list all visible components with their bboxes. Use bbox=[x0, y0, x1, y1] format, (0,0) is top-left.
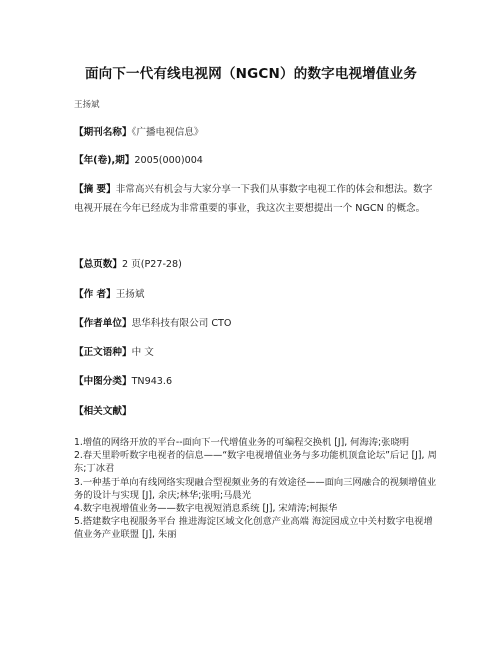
field-value: 2 页(P27-28) bbox=[121, 259, 182, 270]
reference-item[interactable]: 3.一种基于单向有线网络实现融合型视频业务的有效途径——面向三网融合的视频增值业务的设计与实现 [J], 余庆;林华;张明;马晨光 bbox=[74, 476, 437, 501]
reference-item[interactable]: 4.数字电视增值业务——数字电视短消息系统 [J], 宋靖涛;柯振华 bbox=[74, 503, 338, 515]
reference-item[interactable]: 1.增值的网络开放的平台--面向下一代增值业务的可编程交换机 [J], 何海涛;张晓明 bbox=[74, 437, 410, 448]
field-language bbox=[74, 344, 436, 362]
field-affiliation bbox=[74, 315, 436, 333]
reference-item[interactable]: 2.春天里聆听数字电视者的信息——“数字电视增值业务与多功能机顶盒论坛”后记 [J], 周东;丁冰君 bbox=[74, 450, 437, 475]
document-title: 面向下一代有线电视网（NGCN）的数字电视增值业务 bbox=[84, 66, 418, 82]
field-label: 【作者单位】 bbox=[74, 318, 132, 329]
reference-item[interactable]: 5.搭建数字电视服务平台 推进海淀区域文化创意产业高端 海淀园成立中关村数字电视增值业务产业联盟 [J], 朱丽 bbox=[74, 516, 433, 541]
field-year-volume bbox=[74, 152, 436, 170]
field-related-literature bbox=[74, 403, 436, 421]
field-classification bbox=[74, 373, 436, 391]
field-label: 【正文语种】 bbox=[74, 347, 132, 358]
field-abstract bbox=[74, 181, 436, 218]
field-label: 【总页数】 bbox=[74, 259, 122, 270]
reference-list bbox=[74, 436, 440, 542]
field-label: 【摘 要】 bbox=[74, 184, 116, 195]
field-pages bbox=[74, 256, 436, 274]
field-value: TN943.6 bbox=[131, 376, 173, 387]
field-label: 【期刊名称】 bbox=[74, 127, 132, 138]
author-name: 王扬斌 bbox=[74, 100, 100, 110]
field-journal bbox=[74, 124, 436, 142]
field-value: 《广播电视信息》 bbox=[131, 127, 204, 138]
field-value: 中 文 bbox=[131, 347, 154, 358]
field-label: 【中图分类】 bbox=[74, 376, 132, 387]
field-value: 2005(000)004 bbox=[134, 155, 203, 166]
field-label: 【作 者】 bbox=[74, 289, 116, 300]
field-label: 【年(卷),期】 bbox=[74, 155, 135, 166]
field-label: 【相关文献】 bbox=[74, 406, 132, 417]
field-value: 思华科技有限公司 CTO bbox=[131, 318, 232, 329]
field-value: 王扬斌 bbox=[115, 289, 145, 300]
field-value: 非常高兴有机会与大家分享一下我们从事数字电视工作的体会和想法。数字电视开展在今年已经成为非常重要的事业，我这次主要想提出一个 NGCN 的概念。 bbox=[74, 184, 433, 214]
field-author bbox=[74, 286, 436, 304]
